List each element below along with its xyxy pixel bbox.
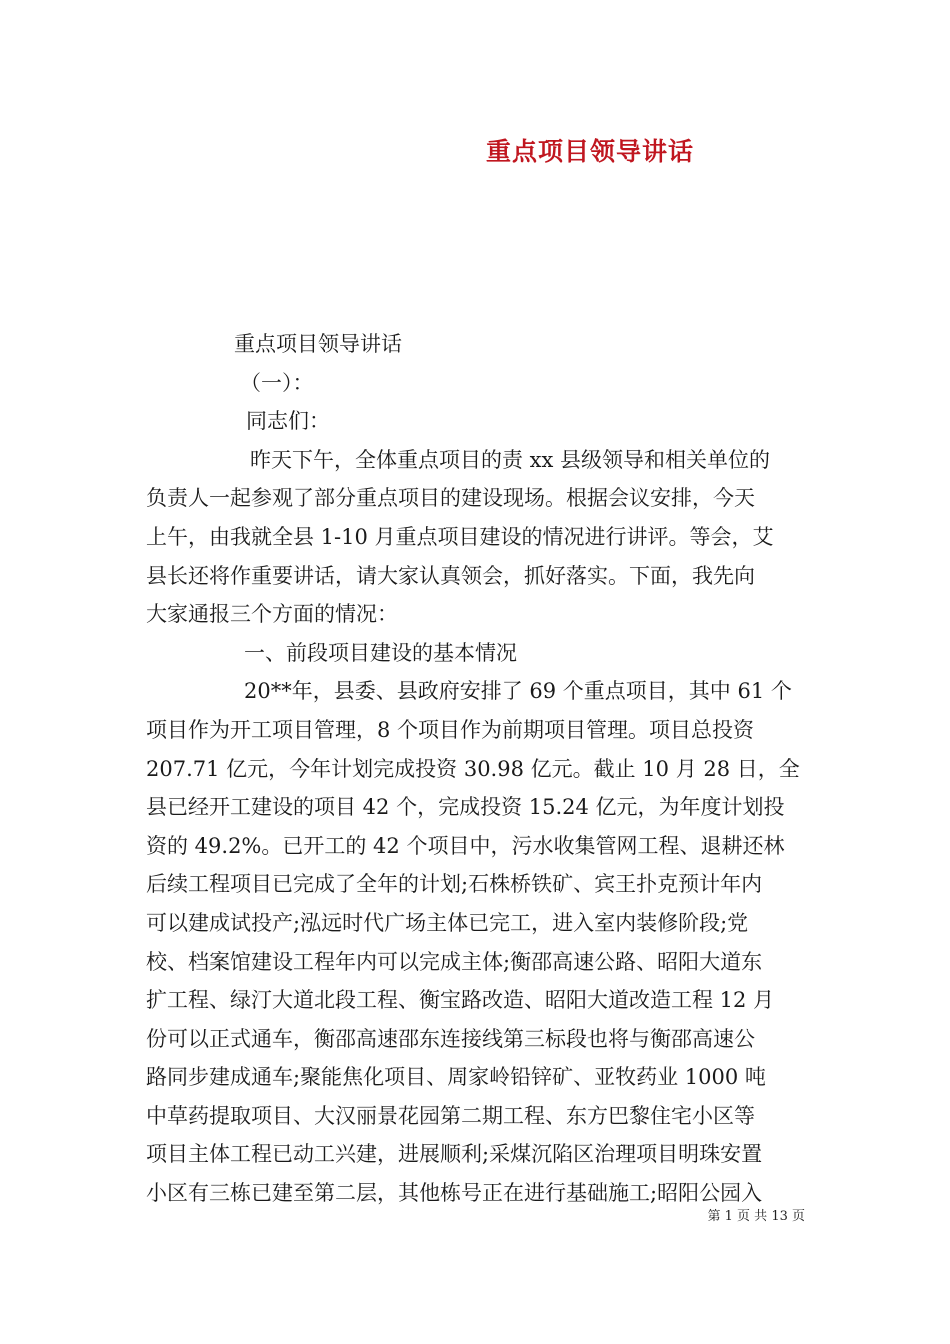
subsection-number: （一）： [240,370,314,395]
paragraph-line: 207.71 亿元，今年计划完成投资 30.98 亿元。截止 10 月 28 日，全 [146,756,800,781]
paragraph-line: 可以建成试投产;泓远时代广场主体已完工，进入室内装修阶段;党 [146,910,749,935]
paragraph-line: 项目主体工程已动工兴建，进展顺利;采煤沉陷区治理项目明珠安置 [146,1142,763,1167]
page-footer: 第 1 页 共 13 页 [707,1209,805,1224]
paragraph-line: 上午，由我就全县 1-10 月重点项目建设的情况进行讲评。等会，艾 [146,524,774,549]
paragraph-line: 资的 49.2%。已开工的 42 个项目中，污水收集管网工程、退耕还林 [146,833,785,858]
document-title: 重点项目领导讲话 [234,332,402,356]
paragraph-line: 小区有三栋已建至第二层，其他栋号正在进行基础施工;昭阳公园入 [146,1181,763,1206]
page-title: 重点项目领导讲话 [485,137,694,166]
paragraph-line: 路同步建成通车;聚能焦化项目、周家岭铅锌矿、亚牧药业 1000 吨 [146,1065,766,1090]
paragraph-line: 扩工程、绿汀大道北段工程、衡宝路改造、昭阳大道改造工程 12 月 [146,988,775,1013]
paragraph-line: 后续工程项目已完成了全年的计划;石株桥铁矿、宾王扑克预计年内 [146,872,763,897]
salutation: 同志们： [246,409,330,434]
paragraph-line: 校、档案馆建设工程年内可以完成主体;衡邵高速公路、昭阳大道东 [146,949,763,974]
paragraph-line: 县已经开工建设的项目 42 个，完成投资 15.24 亿元，为年度计划投 [146,795,785,820]
paragraph-line: 中草药提取项目、大汉丽景花园第二期工程、东方巴黎住宅小区等 [146,1103,755,1128]
section-heading: 一、前段项目建设的基本情况 [244,640,517,665]
paragraph-line: 县长还将作重要讲话，请大家认真领会，抓好落实。下面，我先向 [146,563,755,588]
paragraph-line: 昨天下午，全体重点项目的责 xx 县级领导和相关单位的 [250,447,771,472]
paragraph-line: 20**年，县委、县政府安排了 69 个重点项目，其中 61 个 [244,679,792,704]
paragraph-line: 项目作为开工项目管理，8 个项目作为前期项目管理。项目总投资 [146,717,755,742]
paragraph-line: 份可以正式通车，衡邵高速邵东连接线第三标段也将与衡邵高速公 [146,1026,755,1051]
document-body [146,325,808,1213]
paragraph-line: 负责人一起参观了部分重点项目的建设现场。根据会议安排，今天 [146,486,755,511]
paragraph-line: 大家通报三个方面的情况： [146,602,398,627]
